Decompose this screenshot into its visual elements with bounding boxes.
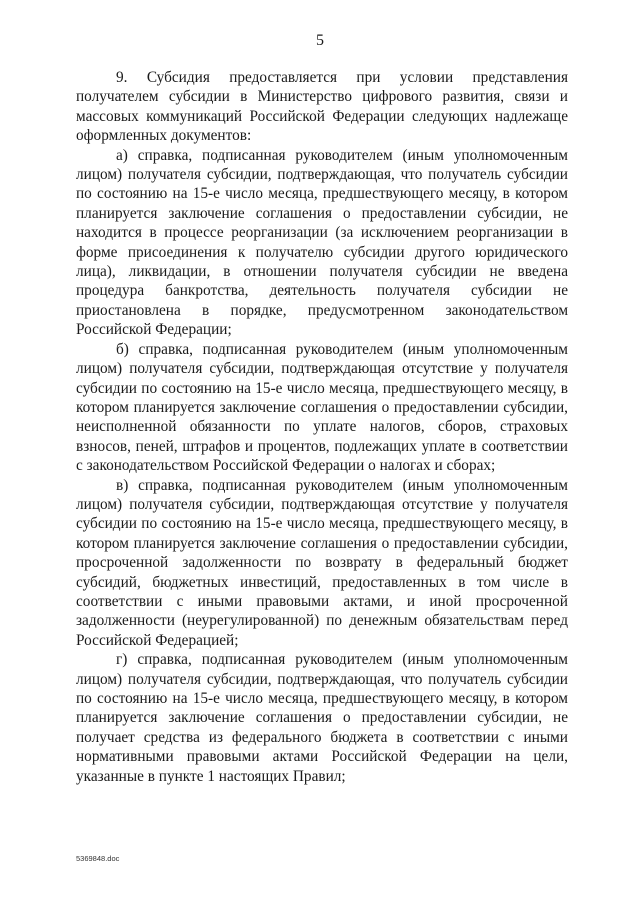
document-body	[76, 68, 568, 786]
page-number: 5	[316, 32, 324, 49]
file-reference: 5369848.doc	[76, 854, 120, 863]
paragraph-subitem-b: б) справка, подписанная руководителем (иным уполномоченным лицом) получателя субсидии, подтверждающая отсутствие у получателя субсидии по состоянию на 15-е число месяца, предшествующего месяцу, в котором планируется заключение соглашения о предоставлении субсидии, неисполненной обязанности по уплате налогов, сборов, страховых взносов, пеней, штрафов и процентов, подлежащих уплате в соответствии с законодательством Российской Федерации о налогах и сборах;	[76, 340, 568, 475]
paragraph-item-9: 9. Субсидия предоставляется при условии представления получателем субсидии в Министерство цифрового развития, связи и массовых коммуникаций Российской Федерации следующих надлежаще оформленных документов:	[76, 69, 568, 145]
paragraph-subitem-a: а) справка, подписанная руководителем (иным уполномоченным лицом) получателя субсидии, подтверждающая, что получатель субсидии по состоянию на 15-е число месяца, предшествующего месяцу, в котором планируется заключение соглашения о предоставлении субсидии, не находится в процессе реорганизации (за исключением реорганизации в форме присоединения к получателю субсидии другого юридического лица), ликвидации, в отношении получателя субсидии не введена процедура банкротства, деятельность получателя субсидии не приостановлена в порядке, предусмотренном законодательством Российской Федерации;	[76, 146, 568, 339]
paragraph-subitem-g: г) справка, подписанная руководителем (иным уполномоченным лицом) получателя субсидии, подтверждающая, что получатель субсидии по состоянию на 15-е число месяца, предшествующего месяцу, в котором планируется заключение соглашения о предоставлении субсидии, не получает средства из федерального бюджета в соответствии с иными нормативными правовыми актами Российской Федерации на цели, указанные в пункте 1 настоящих Правил;	[76, 651, 568, 785]
paragraph-subitem-v: в) справка, подписанная руководителем (иным уполномоченным лицом) получателя субсидии, подтверждающая отсутствие у получателя субсидии по состоянию на 15-е число месяца, предшествующего месяцу, в котором планируется заключение соглашения о предоставлении субсидии, просроченной задолженности по возврату в федеральный бюджет субсидий, бюджетных инвестиций, предоставленных в том числе в соответствии с иными правовыми актами, и иной просроченной задолженности (неурегулированной) по денежным обязательствам перед Российской Федерацией;	[76, 476, 568, 649]
